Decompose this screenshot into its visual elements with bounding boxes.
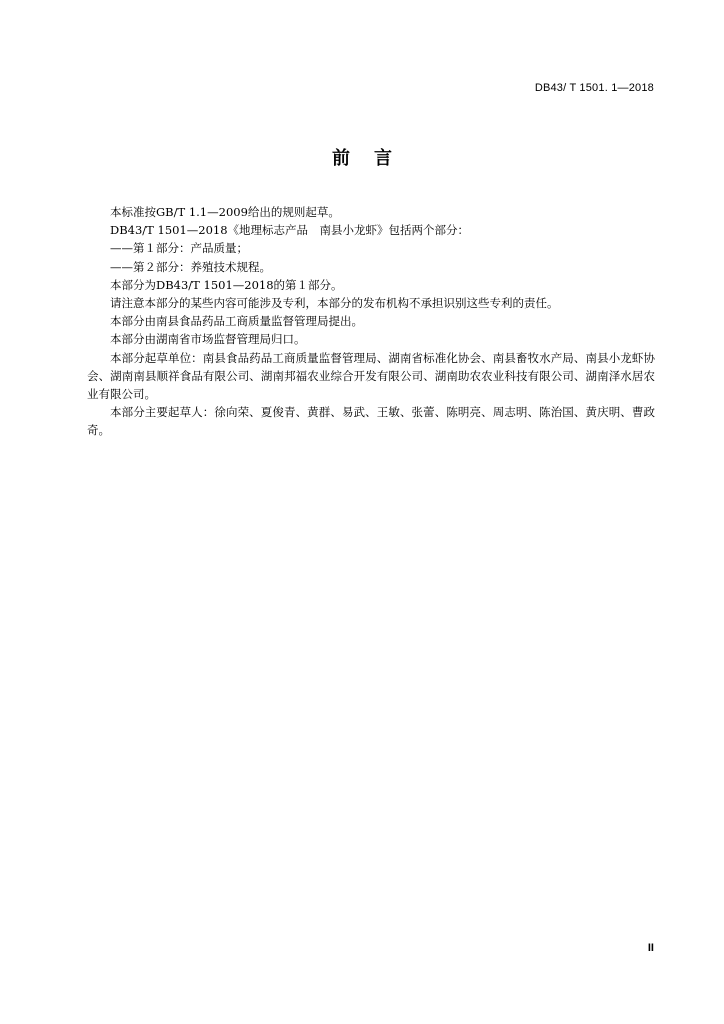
- document-body: [87, 203, 655, 440]
- list-item-part-1: ——第１部分：产品质量；: [110, 241, 248, 256]
- list-item-part-2: ——第２部分：养殖技术规程。: [110, 259, 271, 274]
- paragraph-proposed-by: 本部分由南县食品药品工商质量监督管理局提出。: [110, 314, 363, 329]
- page-title: 前言: [332, 148, 416, 169]
- document-header-code: DB43/ T 1501. 1—2018: [534, 82, 654, 94]
- paragraph-parts-intro: DB43/T 1501—2018《地理标志产品 南县小龙虾》包括两个部分：: [110, 223, 470, 238]
- paragraph-centralized-by: 本部分由湖南省市场监督管理局归口。: [110, 332, 306, 347]
- page-number: II: [647, 942, 654, 954]
- paragraph-drafting-rules: 本标准按GB/T 1.1—2009给出的规则起草。: [110, 205, 340, 219]
- paragraph-this-part: 本部分为DB43/T 1501—2018的第１部分。: [110, 277, 343, 292]
- paragraph-drafters: 本部分主要起草人：徐向荣、夏俊青、黄群、易武、王敏、张蕾、陈明亮、周志明、陈治国、黄庆明、曹政奇。: [87, 405, 655, 438]
- paragraph-patent-notice: 请注意本部分的某些内容可能涉及专利，本部分的发布机构不承担识别这些专利的责任。: [110, 296, 559, 311]
- paragraph-drafting-units: 本部分起草单位：南县食品药品工商质量监督管理局、湖南省标准化协会、南县畜牧水产局、南县小龙虾协会、湖南南县顺祥食品有限公司、湖南邦福农业综合开发有限公司、湖南助农农业科技有限公司、湖南泽水居农业有限公司。: [87, 350, 655, 402]
